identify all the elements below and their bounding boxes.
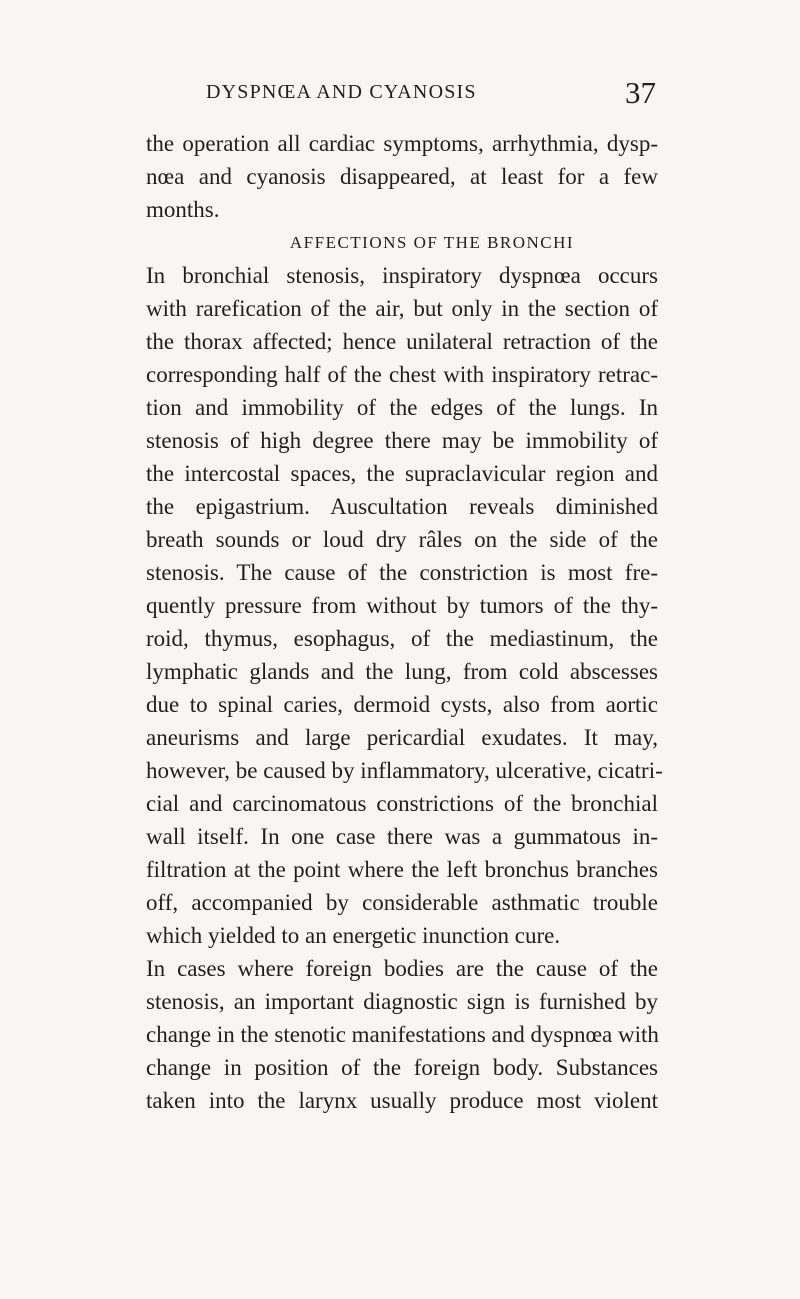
text-line: corresponding half of the chest with inspiratory retrac- [146,362,658,387]
running-head [206,75,656,110]
text-line: breath sounds or loud dry râles on the side of the [146,527,658,552]
text-line: aneurisms and large pericardial exudates. It may, [146,725,658,750]
text-line: cial and carcinomatous constrictions of the bronchial [146,791,658,816]
text-line: with rarefication of the air, but only in the section of [146,296,658,321]
text-line: nœa and cyanosis disappeared, at least for a few [146,164,658,189]
text-line: stenosis. The cause of the constriction is most fre- [146,560,658,585]
text-line: lymphatic glands and the lung, from cold abscesses [146,659,658,684]
text-line: quently pressure from without by tumors of the thy- [146,593,658,618]
text-line: due to spinal caries, dermoid cysts, also from aortic [146,692,658,717]
page-body [146,127,663,1117]
text-line: the epigastrium. Auscultation reveals diminished [146,494,658,519]
section-heading: AFFECTIONS OF THE BRONCHI [289,233,575,252]
text-line: however, be caused by inflammatory, ulcerative, cicatri- [146,758,663,783]
text-line: which yielded to an energetic inunction cure. [146,923,561,948]
text-line: taken into the larynx usually produce most violent [146,1088,658,1113]
text-line: the operation all cardiac symptoms, arrhythmia, dysp- [146,131,658,156]
text-line: In bronchial stenosis, inspiratory dyspnœa occurs [146,263,658,288]
page-number: 37 [625,75,656,110]
text-line: months. [146,197,220,222]
text-line: wall itself. In one case there was a gummatous in- [146,824,658,849]
text-line: roid, thymus, esophagus, of the mediastinum, the [146,626,658,651]
text-line: the intercostal spaces, the supraclavicular region and [146,461,658,486]
text-line: change in position of the foreign body. Substances [146,1055,658,1080]
chapter-title: DYSPNŒA AND CYANOSIS [206,81,477,103]
text-line: the thorax affected; hence unilateral retraction of the [146,329,658,354]
text-line: stenosis, an important diagnostic sign is furnished by [146,989,658,1014]
text-line: off, accompanied by considerable asthmatic trouble [146,890,658,915]
text-line: In cases where foreign bodies are the cause of the [146,956,658,981]
text-line: tion and immobility of the edges of the lungs. In [146,395,658,420]
text-line: stenosis of high degree there may be immobility of [146,428,658,453]
text-line: filtration at the point where the left bronchus branches [146,857,658,882]
text-line: change in the stenotic manifestations and dyspnœa with [146,1022,659,1047]
